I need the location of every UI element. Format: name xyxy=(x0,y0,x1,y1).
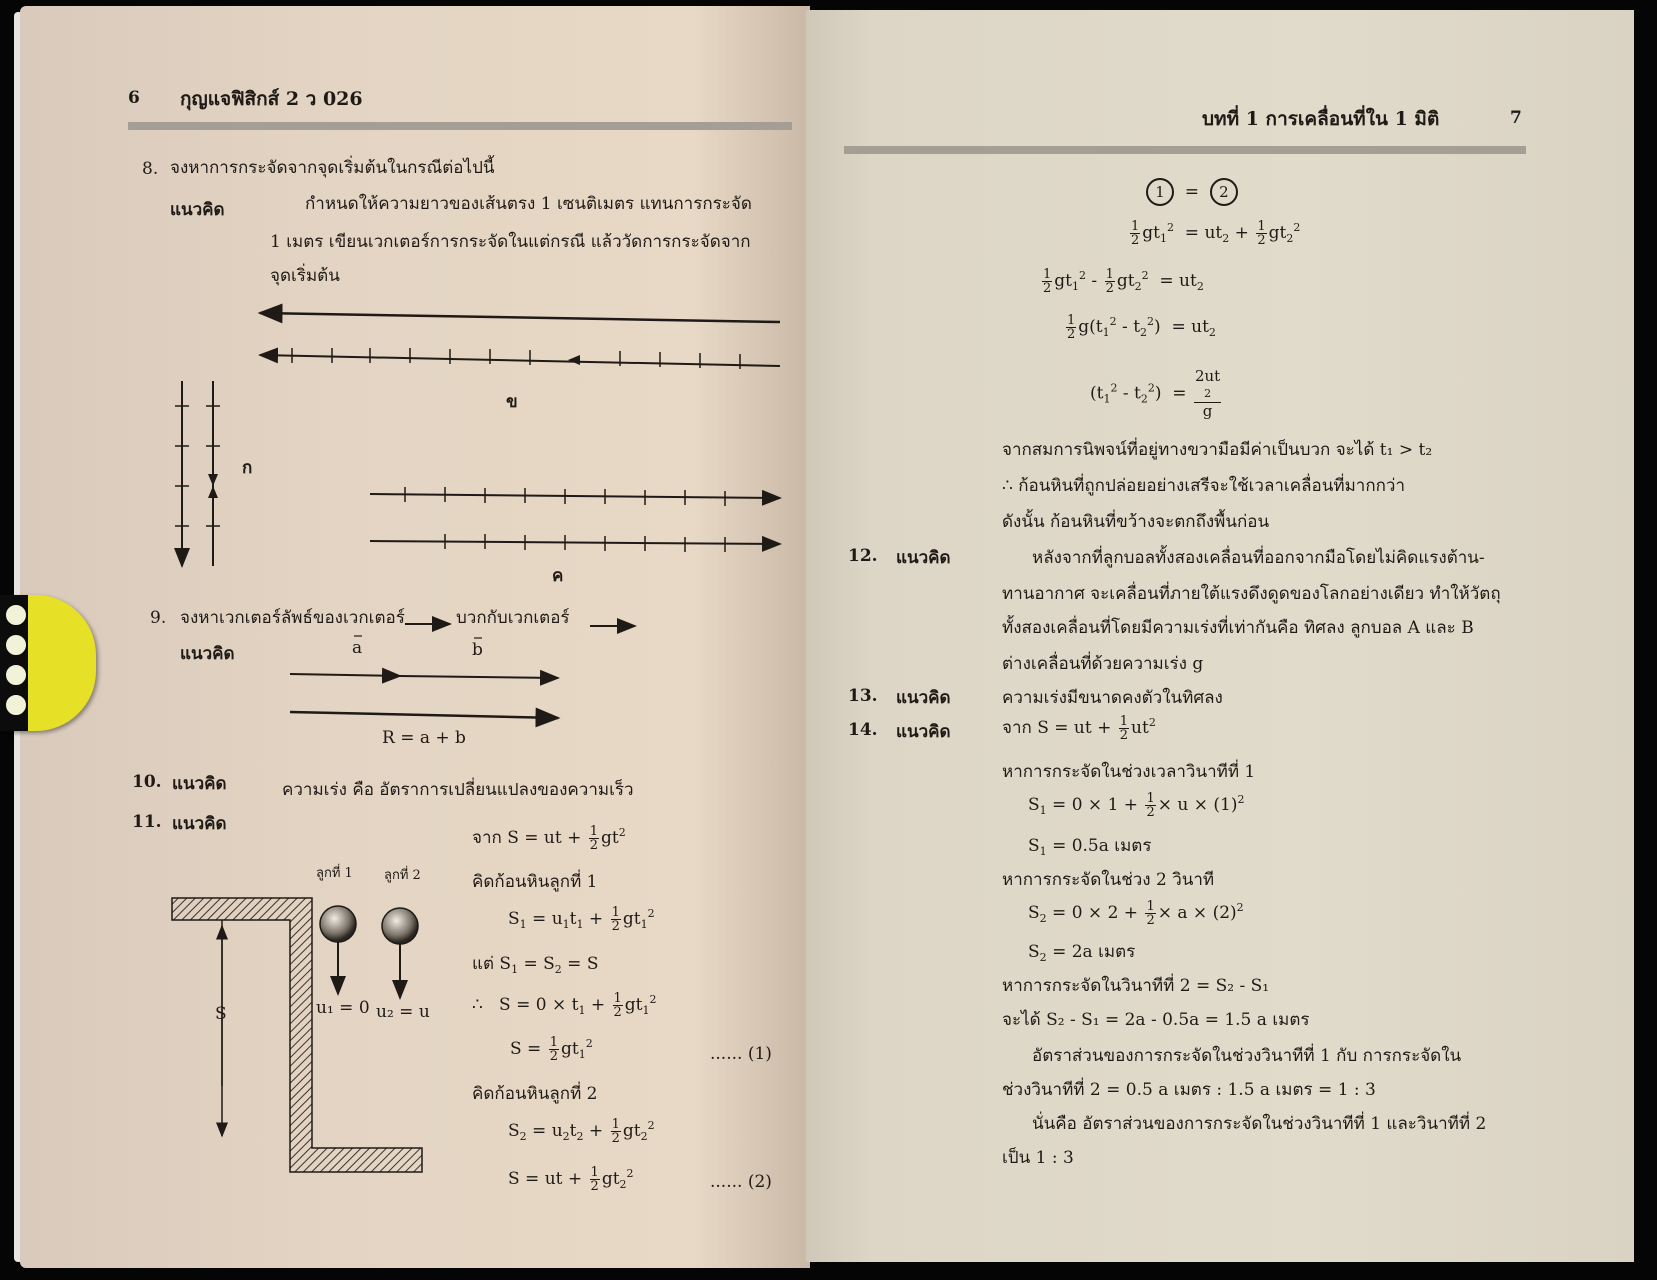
q8-arrow-long xyxy=(260,313,780,322)
q14-s1-head: หาการกระจัดในช่วงเวลาวินาทีที่ 1 xyxy=(1002,762,1256,782)
eq-r2: $\frac{1}{2}$ $gt_1^2$ - $\frac{1}{2}$ $gt_2^2 = ut_2$ xyxy=(1043,267,1204,296)
q8-vector-figure xyxy=(20,6,810,606)
q12-line4: ต่างเคลื่อนที่ด้วยความเร่ง g xyxy=(1002,654,1204,674)
q11-eq-2: S = ut + $\frac{1}{2}$ $gt_2^2$ xyxy=(508,1165,634,1194)
q8-fig-label-b: ข xyxy=(506,392,518,412)
q8-case-c-line2 xyxy=(370,541,780,544)
q11-eq-s2: $S_2 = u_2t_2$ + $\frac{1}{2}$ $gt_2^2$ xyxy=(508,1117,655,1146)
q11-eq-from: จาก S = ut + $\frac{1}{2}$ $gt^2$ xyxy=(472,824,626,853)
q11-ball-2 xyxy=(382,908,418,944)
eq-r1: $\frac{1}{2}$ $gt_1^2 = ut_2$ + $\frac{1}{2}$ $gt_2^2$ xyxy=(1131,219,1301,248)
q9-question-b: บวกกับเวกเตอร์ xyxy=(456,608,570,628)
q11-label: แนวคิด xyxy=(172,814,227,834)
conclusion-1: จากสมการนิพจน์ที่อยู่ทางขวามือมีค่าเป็นบวก จะได้ t₁ > t₂ xyxy=(1002,440,1433,460)
eq-circle-equal: 1 = 2 xyxy=(1146,178,1238,206)
q8-case-b-inner-arrowhead xyxy=(568,355,580,365)
q11-eq-1: S = $\frac{1}{2}$ $gt_1^2$ xyxy=(510,1035,593,1064)
tab-hole xyxy=(4,693,28,717)
page-number-left: 6 xyxy=(128,88,140,108)
q13-number: 13. xyxy=(848,686,878,706)
q14-ratio4: เป็น 1 : 3 xyxy=(1002,1148,1074,1168)
q14-from: จาก S = ut + $\frac{1}{2}$ $ut^2$ xyxy=(1002,714,1156,743)
q14-sec2: หาการกระจัดในวินาทีที่ 2 = S₂ - S₁ xyxy=(1002,976,1270,996)
q14-number: 14. xyxy=(848,720,878,740)
q14-s2-head: หาการกระจัดในช่วง 2 วินาที xyxy=(1002,870,1215,890)
q8-case-b-ticks xyxy=(292,348,740,369)
q12-number: 12. xyxy=(848,546,878,566)
q14-ratio1: อัตราส่วนของการกระจัดในช่วงวินาทีที่ 1 กับ การกระจัดใน xyxy=(1032,1046,1462,1066)
q8-line3: จุดเริ่มต้น xyxy=(270,266,340,286)
q14-ratio2: ช่วงวินาทีที่ 2 = 0.5 a เมตร : 1.5 a เมตร = 1 : 3 xyxy=(1002,1080,1376,1100)
q12-line1: หลังจากที่ลูกบอลทั้งสองเคลื่อนที่ออกจากมือโดยไม่คิดแรงต้าน- xyxy=(1032,548,1485,568)
q10-text: ความเร่ง คือ อัตราการเปลี่ยนแปลงของความเร็ว xyxy=(282,780,634,800)
tab-hole xyxy=(4,663,28,687)
eq-r4: $(t_1^2 - t_2^2)$ = 2ut 2 g xyxy=(1090,367,1221,420)
q8-label: แนวคิด xyxy=(170,200,225,220)
q11-consider1: คิดก้อนหินลูกที่ 1 xyxy=(472,872,598,892)
q9-number: 9. xyxy=(150,608,167,628)
q14-get: จะได้ S₂ - S₁ = 2a - 0.5a = 1.5 a เมตร xyxy=(1002,1010,1310,1030)
q13-text: ความเร่งมีขนาดคงตัวในทิศลง xyxy=(1002,688,1223,708)
tab-hole xyxy=(4,603,28,627)
q11-eq-but: แต่ $S_1 = S_2 = S$ xyxy=(472,954,599,976)
circle-2: 2 xyxy=(1210,178,1238,206)
q8-line1: กำหนดให้ความยาวของเส้นตรง 1 เซนติเมตร แทนการกระจัด xyxy=(305,194,752,214)
q11-ball2-label: ลูกที่ 2 xyxy=(384,868,421,883)
q8-number: 8. xyxy=(142,159,159,179)
q9-vec-b-label: b xyxy=(472,640,483,660)
q12-label: แนวคิด xyxy=(896,548,951,568)
conclusion-2: ∴ ก้อนหินที่ถูกปล่อยอย่างเสรีจะใช้เวลาเคลื่อนที่มากกว่า xyxy=(1002,476,1405,496)
q12-line2: ทานอากาศ จะเคลื่อนที่ภายใต้แรงดึงดูดของโลกอย่างเดียว ทำให้วัตถุ xyxy=(1002,584,1501,604)
page-number-right: 7 xyxy=(1510,108,1522,128)
right-page xyxy=(806,10,1634,1262)
q8-case-b-line xyxy=(260,355,780,366)
q14-s2-eq: $S_2 = 0 \times 2$ + $\frac{1}{2}$ × $a \times (2)^2$ xyxy=(1028,899,1244,928)
q13-label: แนวคิด xyxy=(896,688,951,708)
q14-ratio3: นั่นคือ อัตราส่วนของการกระจัดในช่วงวินาทีที่ 1 และวินาทีที่ 2 xyxy=(1032,1114,1487,1134)
q10-label: แนวคิด xyxy=(172,774,227,794)
q11-ball1-label: ลูกที่ 1 xyxy=(316,866,353,881)
q11-eq-therefore: ∴ $S = 0 \times t_1$ + $\frac{1}{2}$ $gt_1^2$ xyxy=(472,991,657,1020)
q10-number: 10. xyxy=(132,772,162,792)
q14-label: แนวคิด xyxy=(896,722,951,742)
q12-line3: ทั้งสองเคลื่อนที่โดยมีความเร่งที่เท่ากันคือ ทิศลง ลูกบอล A และ B xyxy=(1002,618,1474,638)
q11-ball-1 xyxy=(320,906,356,942)
q11-eq-tag1: ...... (1) xyxy=(710,1044,772,1064)
q11-u1: u₁ = 0 xyxy=(316,998,370,1018)
q8-fig-label-a: ก xyxy=(242,458,253,478)
header-rule-right xyxy=(844,146,1526,154)
q11-number: 11. xyxy=(132,812,162,832)
q14-s1-eq: $S_1 = 0 \times 1$ + $\frac{1}{2}$ × $u \times (1)^2$ xyxy=(1028,791,1245,820)
q11-cliff-figure xyxy=(20,886,810,1186)
q9-result: R = a + b xyxy=(382,728,466,748)
q11-height-label: S xyxy=(215,1004,227,1024)
running-head-left: กุญแจฟิสิกส์ 2 ว 026 xyxy=(180,88,363,110)
left-page xyxy=(20,6,810,1268)
q11-consider2: คิดก้อนหินลูกที่ 2 xyxy=(472,1084,598,1104)
q9-vec-a-label: a xyxy=(352,638,363,658)
tab-hole xyxy=(4,633,28,657)
running-head-right: บทที่ 1 การเคลื่อนที่ใน 1 มิติ xyxy=(1202,108,1440,130)
q11-cliff-ledge xyxy=(172,898,422,1172)
q9-question-a: จงหาเวกเตอร์ลัพธ์ของเวกเตอร์ xyxy=(180,608,405,628)
q14-s2-result: $S_2 = 2a$ เมตร xyxy=(1028,942,1136,964)
q8-fig-label-c: ค xyxy=(552,566,564,586)
conclusion-3: ดังนั้น ก้อนหินที่ขว้างจะตกถึงพื้นก่อน xyxy=(1002,512,1270,532)
q11-u2: u₂ = u xyxy=(376,1002,430,1022)
q8-line2: 1 เมตร เขียนเวกเตอร์การกระจัดในแต่กรณี แล้ววัดการกระจัดจาก xyxy=(270,232,751,252)
circle-1: 1 xyxy=(1146,178,1174,206)
q8-case-c-line1 xyxy=(370,494,780,498)
eq-r3: $\frac{1}{2}$ $g(t_1^2 - t_2^2) = ut_2$ xyxy=(1067,313,1216,342)
q14-s1-result: $S_1 = 0.5a$ เมตร xyxy=(1028,836,1152,858)
q11-eq-s1: $S_1 = u_1t_1$ + $\frac{1}{2}$ $gt_1^2$ xyxy=(508,905,655,934)
q11-eq-tag2: ...... (2) xyxy=(710,1172,772,1192)
q8-question: จงหาการกระจัดจากจุดเริ่มต้นในกรณีต่อไปนี้ xyxy=(170,158,495,178)
q9-label: แนวคิด xyxy=(180,644,235,664)
